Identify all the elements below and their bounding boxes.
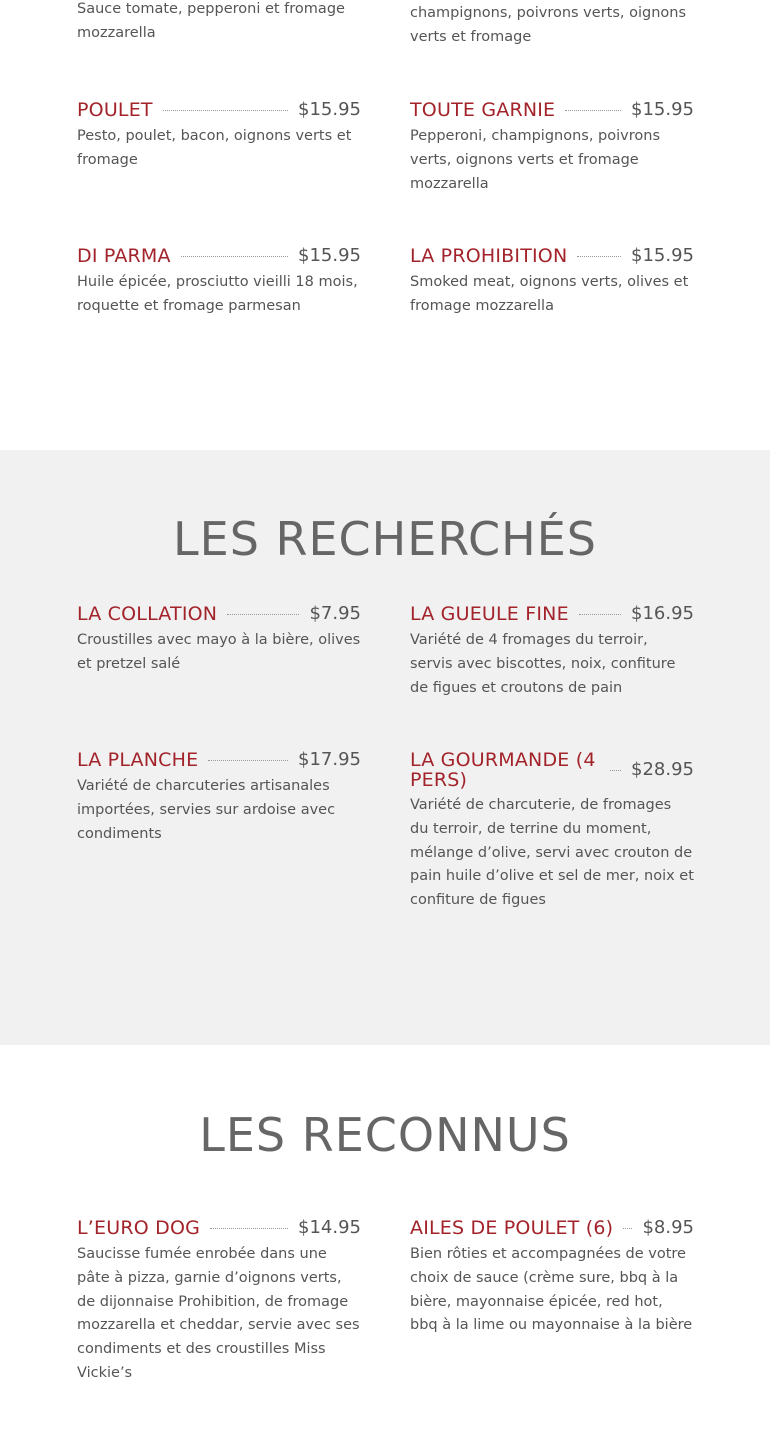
menu-item [410, 245, 694, 319]
dotted-leader [565, 110, 621, 111]
menu-item-description: Sauce tomate, pepperoni et fromage mozzarella [77, 1, 345, 41]
menu-item-name: TOUTE GARNIE [410, 99, 556, 121]
menu-item-price: $15.95 [631, 245, 694, 266]
menu-item [77, 1217, 361, 1386]
dotted-leader [163, 110, 288, 111]
menu-item-description: Huile épicée, prosciutto vieilli 18 mois, roquette et fromage parmesan [77, 274, 358, 314]
menu-item [410, 750, 694, 913]
menu-item-description: Variété de 4 fromages du terroir, servis avec biscottes, noix, confiture de figues et croutons de pain [410, 632, 676, 696]
menu-item-description: Variété de charcuterie, de fromages du terroir, de terrine du moment, mélange d’olive, servi avec crouton de pain huile d’olive et sel de mer, noix et confiture de figues [410, 797, 694, 909]
menu-item [410, 99, 694, 196]
dotted-leader [208, 760, 288, 761]
dotted-leader [577, 256, 621, 257]
menu-item-price: $17.95 [298, 749, 361, 770]
section-title-recherches: LES RECHERCHÉS [173, 512, 597, 566]
dotted-leader [623, 1228, 632, 1229]
menu-item-price: $8.95 [642, 1217, 694, 1238]
menu-item [77, 99, 361, 173]
menu-item-name: DI PARMA [77, 245, 171, 267]
menu-item-name: L’EURO DOG [77, 1217, 201, 1239]
menu-item-name: LA GUEULE FINE [410, 603, 569, 625]
menu-item-price: $15.95 [298, 245, 361, 266]
menu-item-description: Variété de charcuteries artisanales importées, servies sur ardoise avec condiments [77, 778, 336, 842]
menu-item-name: AILES DE POULET (6) [410, 1217, 614, 1239]
menu-item [410, 603, 694, 700]
menu-item-name: POULET [77, 99, 153, 121]
menu-item-description: Smoked meat, oignons verts, olives et fromage mozzarella [410, 274, 689, 314]
menu-item-description: Pepperoni, champignons, poivrons verts, oignons verts et fromage mozzarella [410, 128, 661, 192]
dotted-leader [227, 614, 299, 615]
menu-item [77, 245, 361, 319]
menu-item-price: $14.95 [298, 1217, 361, 1238]
menu-item [77, 603, 361, 677]
section-title-reconnus: LES RECONNUS [199, 1108, 571, 1162]
menu-item-description: Saucisse fumée enrobée dans une pâte à pizza, garnie d’oignons verts, de dijonnaise Prohibition, de fromage mozzarella et cheddar, servie avec ses condiments et des croustilles Miss Vickie’s [77, 1246, 360, 1381]
dotted-leader [579, 614, 621, 615]
menu-item-name: LA GOURMANDE (4 PERS) [410, 749, 596, 791]
menu-item-name: LA PROHIBITION [410, 245, 568, 267]
menu-item-name: LA PLANCHE [77, 749, 199, 771]
dotted-leader [181, 256, 288, 257]
menu-item-description: Bien rôties et accompagnées de votre choix de sauce (crème sure, bbq à la bière, mayonnaise épicée, red hot, bbq à la lime ou mayonnaise à la bière [410, 1246, 693, 1334]
menu-item-description: Pesto, poulet, bacon, oignons verts et fromage [77, 128, 352, 168]
menu-item-price: $16.95 [631, 603, 694, 624]
menu-item-description: Croustilles avec mayo à la bière, olives et pretzel salé [77, 632, 361, 672]
menu-item-price: $15.95 [298, 99, 361, 120]
menu-item-price: $28.95 [631, 759, 694, 780]
dotted-leader [610, 770, 621, 771]
dotted-leader [210, 1228, 288, 1229]
menu-item-price: $7.95 [309, 603, 361, 624]
menu-item [410, 1217, 694, 1338]
menu-item-name: LA COLLATION [77, 603, 218, 625]
menu-item-price: $15.95 [631, 99, 694, 120]
menu-item [77, 749, 361, 846]
menu-item-description: champignons, poivrons verts, oignons verts et fromage [410, 5, 687, 45]
